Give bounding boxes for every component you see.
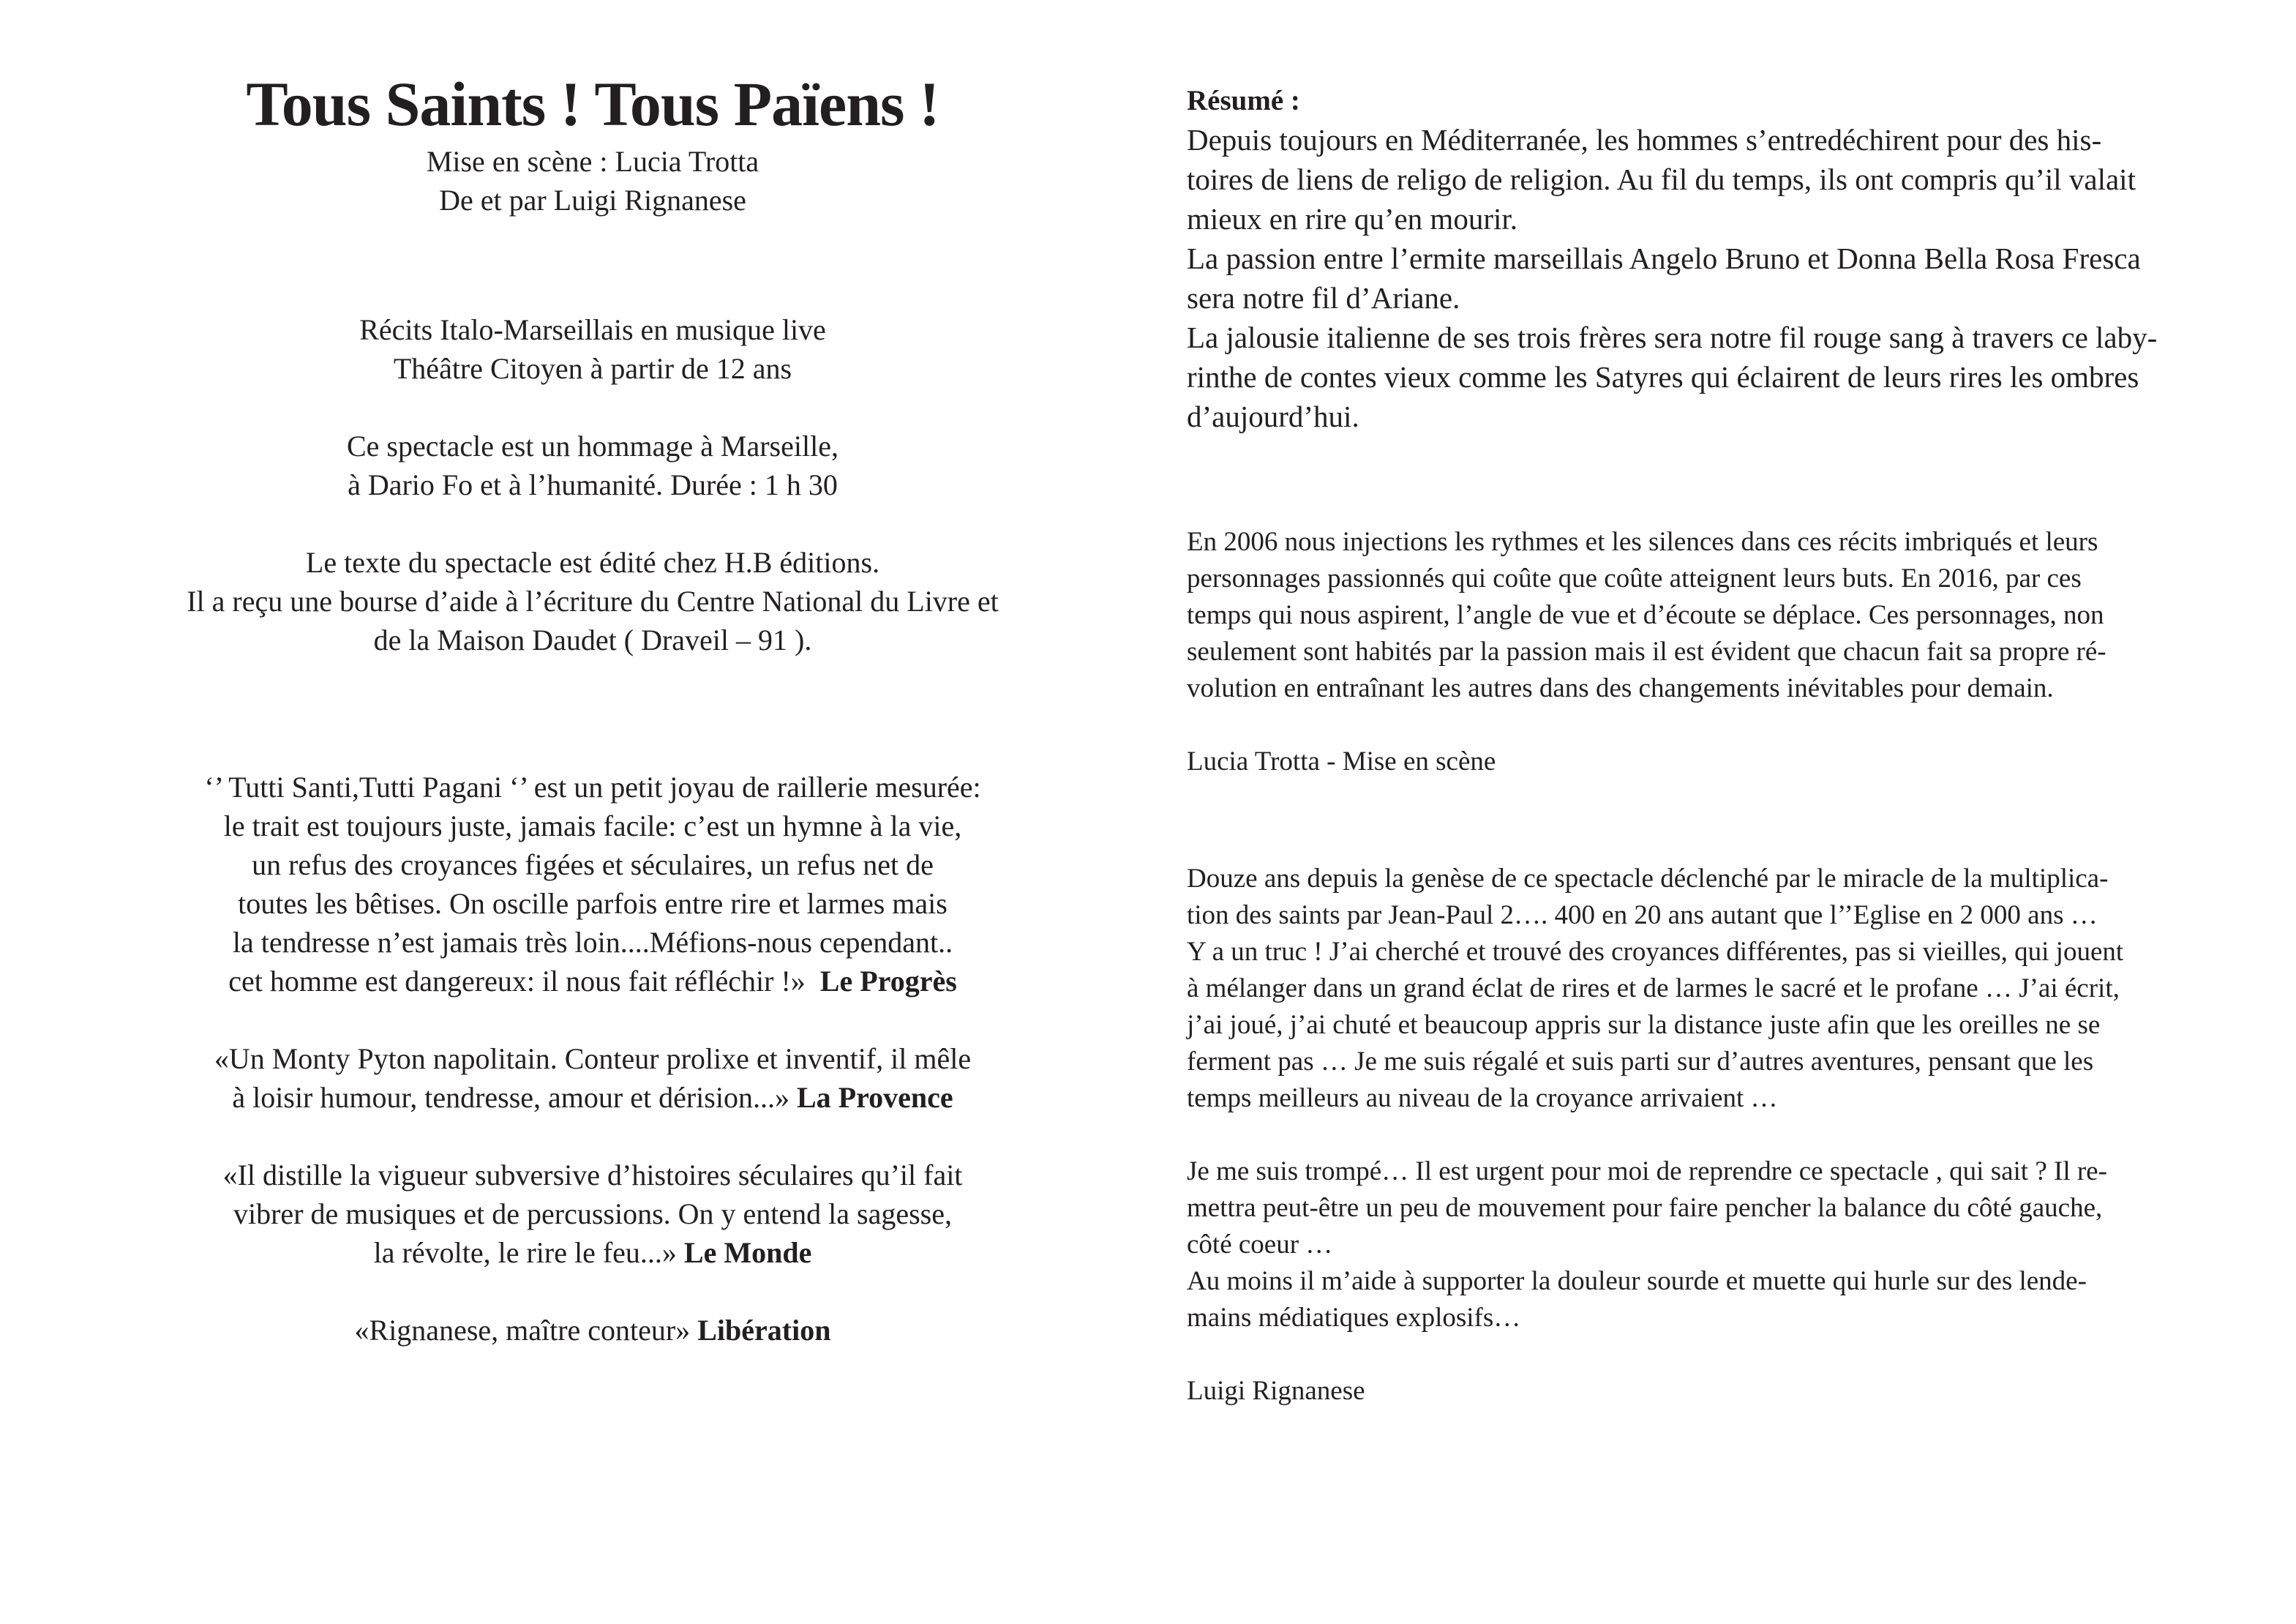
director-credit: Mise en scène : Lucia Trotta xyxy=(426,144,759,178)
resume-line: Depuis toujours en Méditerranée, les hommes s’entredéchirent pour des his- xyxy=(1187,123,2102,157)
author-line: Y a un truc ! J’ai cherché et trouvé des croyances différentes, pas si vieilles, qui jouent xyxy=(1187,937,2124,967)
resume-line: La passion entre l’ermite marseillais Angelo Bruno et Donna Bella Rosa Fresca xyxy=(1187,242,2141,275)
page-title: Tous Saints ! Tous Païens ! xyxy=(246,69,939,139)
resume-line: sera notre fil d’Ariane. xyxy=(1187,281,1460,315)
note-line: En 2006 nous injections les rythmes et les silences dans ces récits imbriqués et leurs xyxy=(1187,527,2098,557)
left-column xyxy=(110,70,1076,1350)
quote-last-line xyxy=(110,1311,1076,1350)
note-line: volution en entraînant les autres dans des changements inévitables pour demain. xyxy=(1187,673,2054,703)
author-line: Je me suis trompé… Il est urgent pour moi de reprendre ce spectacle , qui sait ? Il re- xyxy=(1187,1156,2107,1186)
quote-text: à loisir humour, tendresse, amour et dérision...» xyxy=(232,1080,789,1114)
quote-line: le trait est toujours juste, jamais facile: c’est un hymne à la vie, xyxy=(223,809,962,842)
quote-source: Libération xyxy=(697,1313,831,1347)
info-line: Ce spectacle est un hommage à Marseille, xyxy=(347,429,839,463)
quote-last-line xyxy=(110,1233,1076,1272)
show-info-genre xyxy=(110,310,1076,388)
quote-line: toutes les bêtises. On oscille parfois entre rire et larmes mais xyxy=(238,886,948,920)
quote-text: la révolte, le rire le feu...» xyxy=(373,1235,677,1269)
quote-line: vibrer de musiques et de percussions. On y entend la sagesse, xyxy=(233,1197,952,1230)
note-line: temps qui nous aspirent, l’angle de vue et d’écoute se déplace. Ces personnages, non xyxy=(1187,600,2104,630)
author-line: mettra peut-être un peu de mouvement pour faire pencher la balance du côté gauche, xyxy=(1187,1193,2103,1223)
quote-line: ‘’ Tutti Santi,Tutti Pagani ‘’ est un petit joyau de raillerie mesurée: xyxy=(204,770,981,804)
note-line: seulement sont habités par la passion mais il est évident que chacun fait sa propre ré- xyxy=(1187,637,2106,667)
info-line: Théâtre Citoyen à partir de 12 ans xyxy=(393,351,792,385)
resume-paragraph xyxy=(1187,120,2233,436)
quote-source: Le Monde xyxy=(683,1235,812,1269)
resume-line: toires de liens de religo de religion. Au fil du temps, ils ont compris qu’il valait xyxy=(1187,162,2136,196)
author-line: à mélanger dans un grand éclat de rires et de larmes le sacré et le profane … J’ai écrit, xyxy=(1187,973,2120,1003)
author-signature: Luigi Rignanese xyxy=(1187,1376,1365,1406)
note-line: personnages passionnés qui coûte que coûte atteignent leurs buts. En 2016, par ces xyxy=(1187,564,2082,594)
info-line: Il a reçu une bourse d’aide à l’écriture du Centre National du Livre et xyxy=(187,584,999,618)
info-line: à Dario Fo et à l’humanité. Durée : 1 h 30 xyxy=(348,468,838,501)
author-line: côté coeur … xyxy=(1187,1230,1333,1260)
resume-line: mieux en rire qu’en mourir. xyxy=(1187,202,1518,236)
quote-line: «Il distille la vigueur subversive d’histoires séculaires qu’il fait xyxy=(222,1158,963,1191)
info-line: Le texte du spectacle est édité chez H.B éditions. xyxy=(305,545,880,579)
author-line: Au moins il m’aide à supporter la douleur sourde et muette qui hurle sur des lende- xyxy=(1187,1266,2087,1296)
author-line: j’ai joué, j’ai chuté et beaucoup appris sur la distance juste afin que les oreilles ne se xyxy=(1187,1010,2101,1040)
right-column xyxy=(1187,82,2233,1410)
author-note-part2 xyxy=(1187,1153,2233,1336)
quote-text: cet homme est dangereux: il nous fait réfléchir !» xyxy=(228,964,806,998)
quote-text: «Rignanese, maître conteur» xyxy=(354,1313,691,1347)
info-line: Récits Italo-Marseillais en musique live xyxy=(359,313,826,346)
info-line: de la Maison Daudet ( Draveil – 91 ). xyxy=(373,623,812,656)
author-line: Douze ans depuis la genèse de ce spectacle déclenché par le miracle de la multiplica- xyxy=(1187,864,2109,894)
press-quote-liberation xyxy=(110,1311,1076,1350)
resume-line: d’aujourd’hui. xyxy=(1187,400,1359,433)
director-note xyxy=(1187,524,2233,707)
quote-line: «Un Monty Pyton napolitain. Conteur prolixe et inventif, il mêle xyxy=(214,1041,972,1075)
show-info-tribute xyxy=(110,427,1076,504)
resume-line: La jalousie italienne de ses trois frères sera notre fil rouge sang à travers ce laby- xyxy=(1187,321,2158,354)
author-line: ferment pas … Je me suis régalé et suis parti sur d’autres aventures, pensant que les xyxy=(1187,1047,2094,1077)
quote-source: La Provence xyxy=(796,1080,953,1114)
director-signature: Lucia Trotta - Mise en scène xyxy=(1187,746,1496,777)
quote-last-line xyxy=(110,962,1076,1000)
author-line: tion des saints par Jean-Paul 2…. 400 en 20 ans autant que l’’Eglise en 2 000 ans … xyxy=(1187,900,2098,930)
press-quote-le-progres xyxy=(110,768,1076,1000)
quote-last-line xyxy=(110,1078,1076,1117)
press-quote-la-provence xyxy=(110,1039,1076,1117)
press-quote-le-monde xyxy=(110,1156,1076,1272)
author-credit: De et par Luigi Rignanese xyxy=(439,183,746,217)
quote-line: la tendresse n’est jamais très loin....Méfions-nous cependant.. xyxy=(232,925,953,959)
author-line: mains médiatiques explosifs… xyxy=(1187,1303,1521,1333)
resume-heading: Résumé : xyxy=(1187,85,1300,116)
show-info-publication xyxy=(110,543,1076,659)
quote-line: un refus des croyances figées et séculaires, un refus net de xyxy=(252,847,934,881)
author-note-part1 xyxy=(1187,861,2233,1117)
quote-source: Le Progrès xyxy=(819,964,957,998)
author-line: temps meilleurs au niveau de la croyance arrivaient … xyxy=(1187,1083,1778,1113)
resume-line: rinthe de contes vieux comme les Satyres qui éclairent de leurs rires les ombres xyxy=(1187,360,2139,394)
